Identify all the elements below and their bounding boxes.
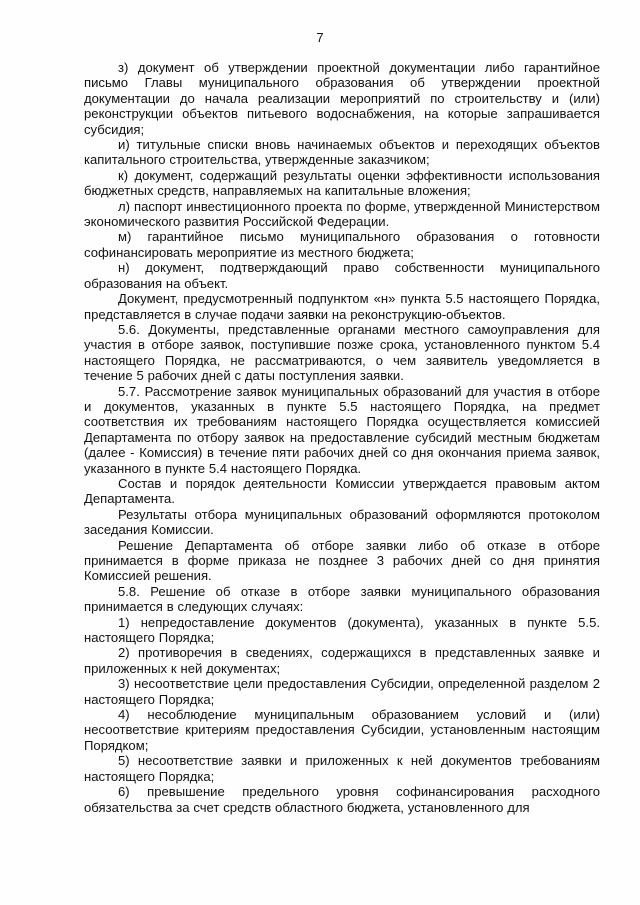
list-item-1: 1) непредоставление документов (документа), указанных в пункте 5.5. настоящего Порядка; <box>84 614 600 646</box>
page-number: 7 <box>316 30 324 45</box>
list-item-4: 4) несоблюдение муниципальным образованием условий и (или) несоответствие критериям предоставления Субсидии, установленным настоящим Порядком; <box>84 707 600 753</box>
paragraph-document-note: Документ, предусмотренный подпунктом «н» пункта 5.5 настоящего Порядка, представляется в случае подачи заявки на реконструкцию-объектов. <box>84 291 600 322</box>
list-item-5: 5) несоответствие заявки и приложенных к ней документов требованиям настоящего Порядка; <box>84 753 600 784</box>
list-item-6: 6) превышение предельного уровня софинансирования расходного обязательства за счет средств областного бюджета, установленного для <box>84 784 600 815</box>
paragraph-z: з) документ об утверждении проектной документации либо гарантийное письмо Главы муниципального образования об утверждении проектной документации до начала реализации мероприятий по строительству и (или) реконструкции объектов питьевого водоснабжения, на которые запрашивается субсидия; <box>84 60 600 137</box>
paragraph-5-7: 5.7. Рассмотрение заявок муниципальных образований для участия в отборе и документов, указанных в пункте 5.5 настоящего Порядка, на предмет соответствия их требованиям настоящего Порядка осуществляется комиссией Департамента по отбору заявок на предоставление субсидий местным бюджетам (далее - Комиссия) в течение пяти рабочих дней со дня окончания приема заявок, указанного в пункте 5.4 настоящего Порядка. <box>84 383 600 476</box>
paragraph-i: и) титульные списки вновь начинаемых объектов и переходящих объектов капитального строительства, утвержденные заказчиком; <box>84 137 600 168</box>
paragraph-commission-composition: Состав и порядок деятельности Комиссии утверждается правовым актом Департамента. <box>84 475 600 507</box>
paragraph-selection-results: Результаты отбора муниципальных образований оформляются протоколом заседания Комиссии. <box>84 506 600 538</box>
paragraph-k: к) документ, содержащий результаты оценки эффективности использования бюджетных средств, направляемых на капитальные вложения; <box>84 167 600 199</box>
list-item-3: 3) несоответствие цели предоставления Субсидии, определенной разделом 2 настоящего Порядка; <box>84 676 600 707</box>
paragraph-m: м) гарантийное письмо муниципального образования о готовности софинансировать мероприятие из местного бюджета; <box>84 229 600 260</box>
paragraph-l: л) паспорт инвестиционного проекта по форме, утвержденной Министерством экономического развития Российской Федерации. <box>84 198 600 230</box>
paragraph-5-8: 5.8. Решение об отказе в отборе заявки муниципального образования принимается в следующих случаях: <box>84 583 600 615</box>
list-item-2: 2) противоречия в сведениях, содержащихся в представленных заявке и приложенных к ней документах; <box>84 645 600 676</box>
paragraph-5-6: 5.6. Документы, представленные органами местного самоуправления для участия в отборе заявок, поступившие позже срока, установленного пунктом 5.4 настоящего Порядка, не рассматриваются, о чем заявитель уведомляется в течение 5 рабочих дней с даты поступления заявки. <box>84 321 600 384</box>
paragraph-n: н) документ, подтверждающий право собственности муниципального образования на объект. <box>84 260 600 291</box>
paragraph-department-decision: Решение Департамента об отборе заявки либо об отказе в отборе принимается в форме приказа не позднее 3 рабочих дней со дня принятия Комиссией решения. <box>84 537 600 584</box>
document-body <box>84 60 600 815</box>
